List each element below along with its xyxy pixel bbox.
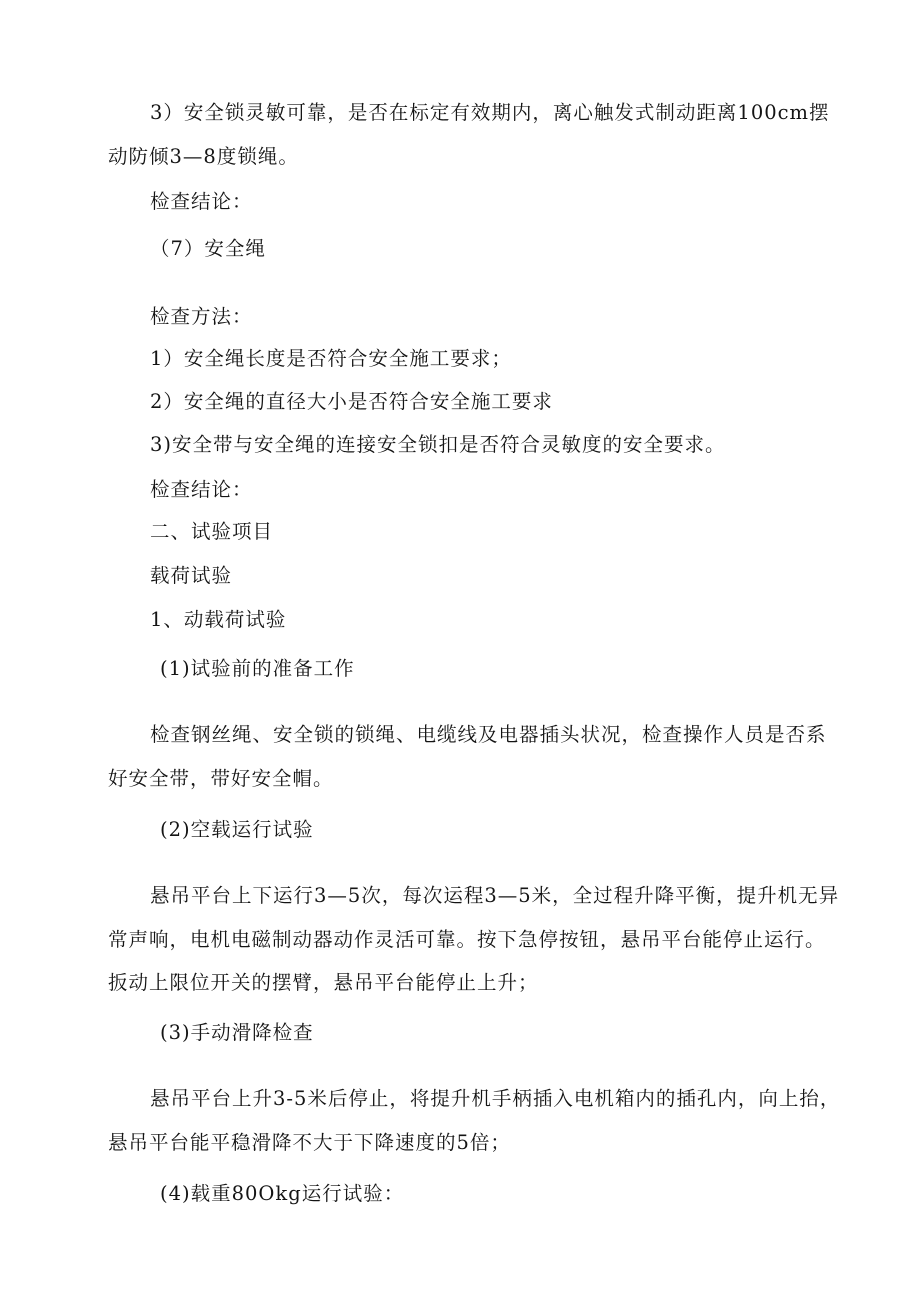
- safety-lock-requirement-line-1: 3）安全锁灵敏可靠，是否在标定有效期内，离心触发式制动距离100cm摆: [150, 101, 830, 124]
- step-heading-no-load-run: (2)空载运行试验: [160, 818, 314, 841]
- section-heading-safety-rope: （7）安全绳: [150, 237, 266, 260]
- safety-lock-requirement-line-2: 动防倾3—8度锁绳。: [108, 145, 299, 168]
- preparation-paragraph-line-2: 好安全带，带好安全帽。: [108, 767, 334, 790]
- manual-descent-paragraph-line-2: 悬吊平台能平稳滑降不大于下降速度的5倍；: [108, 1131, 511, 1154]
- manual-descent-paragraph-line-1: 悬吊平台上升3-5米后停止，将提升机手柄插入电机箱内的插孔内，向上抬，: [150, 1087, 841, 1110]
- inspection-conclusion-label: 检查结论：: [150, 478, 253, 501]
- step-heading-800kg-load-run: (4)载重80Okg运行试验：: [160, 1182, 405, 1205]
- step-heading-preparation: (1)试验前的准备工作: [160, 657, 355, 680]
- subheading-load-test: 载荷试验: [150, 564, 233, 587]
- section-heading-test-items: 二、试验项目: [150, 520, 274, 543]
- no-load-paragraph-line-1: 悬吊平台上下运行3—5次，每次运程3—5米，全过程升降平衡，提升机无异: [150, 884, 840, 907]
- rope-check-item-2: 2）安全绳的直径大小是否符合安全施工要求: [150, 390, 553, 413]
- rope-check-item-1: 1）安全绳长度是否符合安全施工要求；: [150, 347, 512, 370]
- preparation-paragraph-line-1: 检查钢丝绳、安全锁的锁绳、电缆线及电器插头状况，检查操作人员是否系: [150, 723, 827, 746]
- no-load-paragraph-line-2: 常声响，电机电磁制动器动作灵活可靠。按下急停按钮，悬吊平台能停止运行。: [108, 928, 826, 951]
- inspection-conclusion-label: 检查结论：: [150, 190, 253, 213]
- subheading-dynamic-load-test: 1、动载荷试验: [150, 608, 287, 631]
- rope-check-item-3: 3)安全带与安全绳的连接安全锁扣是否符合灵敏度的安全要求。: [150, 433, 726, 456]
- inspection-method-label: 检查方法：: [150, 305, 253, 328]
- step-heading-manual-descent: (3)手动滑降检查: [160, 1021, 314, 1044]
- no-load-paragraph-line-3: 扳动上限位开关的摆臂，悬吊平台能停止上升；: [108, 971, 539, 994]
